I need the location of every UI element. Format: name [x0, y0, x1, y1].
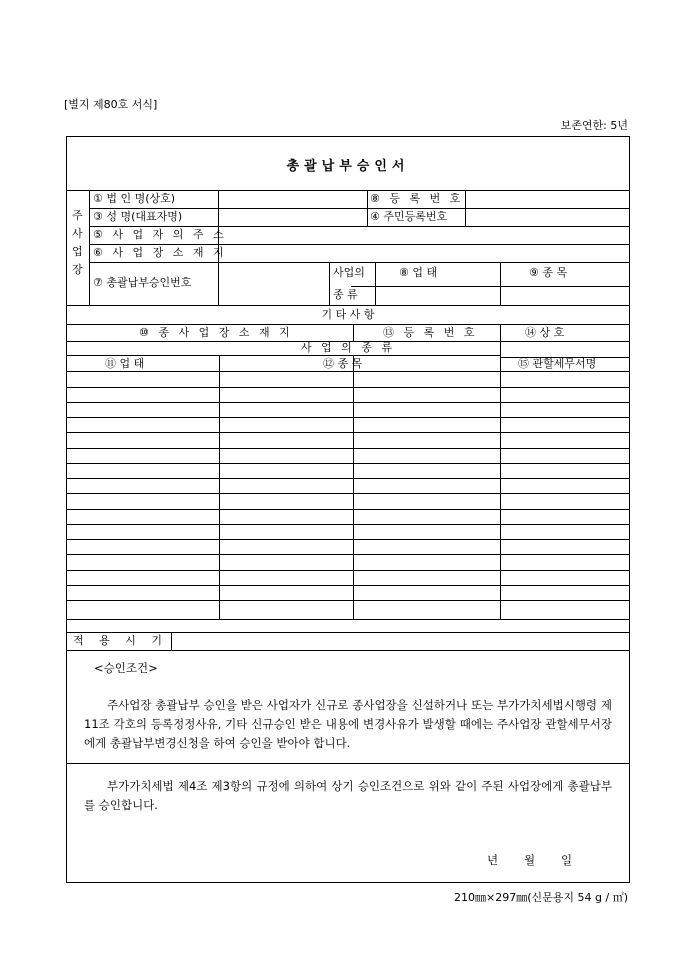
sub-reg-number-header: ⑬ 등 록 번 호 — [383, 326, 478, 339]
col-type-header: ⑪ 업 태 — [105, 357, 145, 370]
form-number-label: [별지 제80호 서식] — [64, 98, 158, 111]
sub-name-header: ⑭ 상 호 — [525, 326, 565, 339]
approval-form — [66, 136, 630, 883]
rep-name-label: ③ 성 명(대표자명) — [93, 210, 183, 223]
biz-type-label: ⑧ 업 태 — [399, 266, 438, 279]
date-year: 년 — [487, 853, 499, 867]
main-office-side-label-2: 사 — [72, 227, 83, 240]
sub-location-header: ⑩ 종 사 업 장 소 재 지 — [139, 326, 293, 339]
date-month: 월 — [524, 853, 536, 867]
date-day: 일 — [561, 853, 573, 867]
form-title: 총괄납부승인서 — [286, 159, 410, 174]
biz-kind-label-1: 사업의 — [333, 266, 365, 279]
biz-kind-header: 사 업 의 종 류 — [300, 341, 396, 354]
retention-period: 보존연한: 5년 — [560, 119, 628, 132]
main-office-side-label-4: 장 — [72, 263, 83, 276]
biz-kind-label-2: 종 류 — [333, 288, 358, 301]
biz-item-label: ⑨ 종 목 — [529, 266, 568, 279]
col-office-header: ⑮ 관할세무서명 — [518, 357, 597, 370]
main-office-side-label-3: 업 — [72, 245, 83, 258]
corp-name-label: ① 법 인 명(상호) — [93, 192, 176, 205]
conditions-heading: <승인조건> — [94, 661, 158, 675]
location-label: ⑥ 사 업 장 소 재 지 — [93, 246, 227, 259]
col-item-header: ⑫ 종 목 — [323, 357, 363, 370]
other-matters-heading: 기 타 사 항 — [321, 308, 375, 321]
address-label: ⑤ 사 업 자 의 주 소 — [93, 228, 227, 241]
resident-number-label: ④ 주민등록번호 — [370, 210, 448, 223]
approval-number-label: ⑦ 총괄납부승인번호 — [93, 276, 192, 289]
main-office-side-label-1: 주 — [72, 209, 83, 222]
conditions-body: 주사업장 총괄납부 승인을 받은 사업자가 신규로 종사업장을 신설하거나 또는 부가가치세법시행령 제11조 각호의 등록정정사유, 기타 신규승인 받은 내용에 변경사유가 발생할 때에는 주사업장 관할세무서장에게 총괄납부변경신청을 하여 승인을 받아야 합니다. — [84, 698, 612, 750]
approval-statement: 부가가치세법 제4조 제3항의 규정에 의하여 상기 승인조건으로 위와 같이 주된 사업장에게 총괄납부를 승인합니다. — [84, 779, 612, 812]
paper-spec: 210㎜×297㎜(신문용지 54 g / ㎡) — [454, 891, 628, 904]
reg-number-label: ⑧ 등 록 번 호 — [370, 192, 464, 205]
apply-period-label: 적 용 시 기 — [73, 634, 168, 647]
